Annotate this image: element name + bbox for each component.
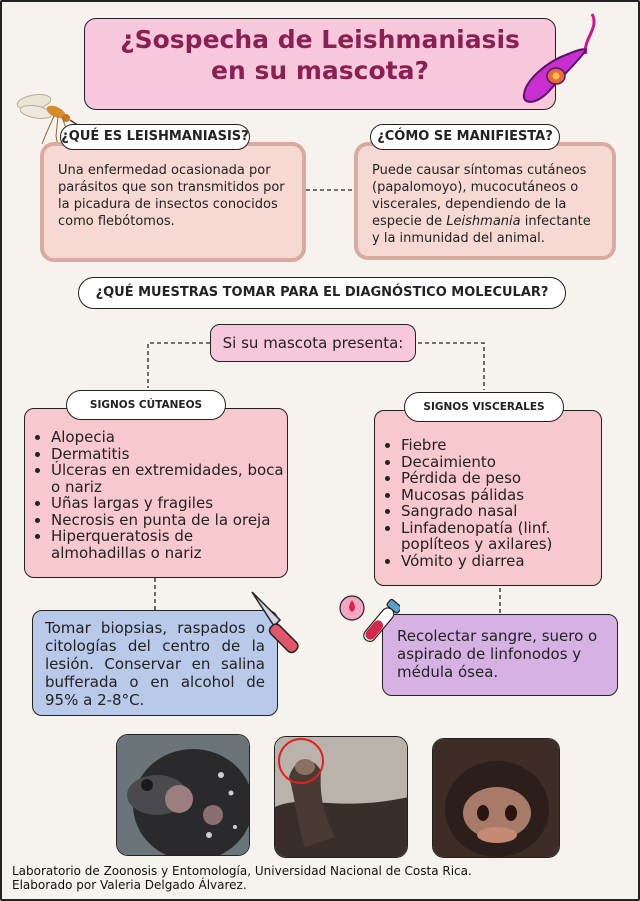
dog-photo-3 xyxy=(432,738,560,858)
list-item: • Dermatitis xyxy=(51,446,287,463)
list-item: • Alopecia xyxy=(51,429,287,446)
what-is-box xyxy=(40,142,306,262)
dog-photo-1 xyxy=(116,734,250,856)
cutaneous-sampling-text: Tomar biopsias, raspados o citologías del centro de la lesión. Conservar en salina bufferada o en alcohol de 95% a 2-8°C. xyxy=(45,619,265,709)
visceral-sampling-box xyxy=(382,614,618,696)
visceral-signs-label: SIGNOS VISCERALES xyxy=(404,392,564,422)
visceral-signs-box xyxy=(374,410,602,586)
list-item: • Sangrado nasal xyxy=(401,503,601,520)
blood-tube-icon xyxy=(338,590,400,652)
footer-credits xyxy=(12,864,472,892)
condition-label: Si su mascota presenta: xyxy=(210,324,416,362)
list-item: • Linfadenopatía (linf. poplíteos y axilares) xyxy=(401,520,601,553)
visceral-sampling-text: Recolectar sangre, suero o aspirado de linfonodos y médula ósea. xyxy=(397,627,598,681)
footer-author: Elaborado por Valeria Delgado Álvarez. xyxy=(12,878,247,892)
what-is-label: ¿QUÉ ES LEISHMANIASIS? xyxy=(60,124,250,150)
list-item: • Úlceras en extremidades, boca o nariz xyxy=(51,462,287,495)
page-title: ¿Sospecha de Leishmaniasis en su mascota? xyxy=(120,25,520,85)
list-item: • Hiperqueratosis de almohadillas o nariz xyxy=(51,528,287,561)
how-manifests-text: Puede causar síntomas cutáneos (papalomoyo), mucocutáneos o viscerales, dependiendo de la especie de Leishmania infectante y la inmunidad del animal. xyxy=(372,163,591,246)
how-manifests-box xyxy=(354,142,616,260)
list-item: • Decaimiento xyxy=(401,454,601,471)
list-item: • Uñas largas y fragiles xyxy=(51,495,287,512)
how-manifests-label: ¿CÓMO SE MANIFIESTA? xyxy=(370,124,560,150)
cutaneous-signs-box xyxy=(24,408,288,578)
parasite-icon xyxy=(512,10,604,114)
cutaneous-sampling-box xyxy=(32,610,278,716)
footer-institution: Laboratorio de Zoonosis y Entomología, Universidad Nacional de Costa Rica. xyxy=(12,864,472,878)
list-item: • Necrosis en punta de la oreja xyxy=(51,512,287,529)
dog-photo-2 xyxy=(274,736,408,858)
diagnosis-question: ¿QUÉ MUESTRAS TOMAR PARA EL DIAGNÓSTICO MOLECULAR? xyxy=(78,277,566,309)
scalpel-icon xyxy=(246,586,312,656)
what-is-text: Una enfermedad ocasionada por parásitos que son transmitidos por la picadura de insectos conocidos como flebótomos. xyxy=(58,163,285,229)
list-item: • Fiebre xyxy=(401,437,601,454)
list-item: • Pérdida de peso xyxy=(401,470,601,487)
list-item: • Mucosas pálidas xyxy=(401,487,601,504)
cutaneous-signs-label: SIGNOS CÚTANEOS xyxy=(66,390,226,420)
list-item: • Vómito y diarrea xyxy=(401,553,601,570)
